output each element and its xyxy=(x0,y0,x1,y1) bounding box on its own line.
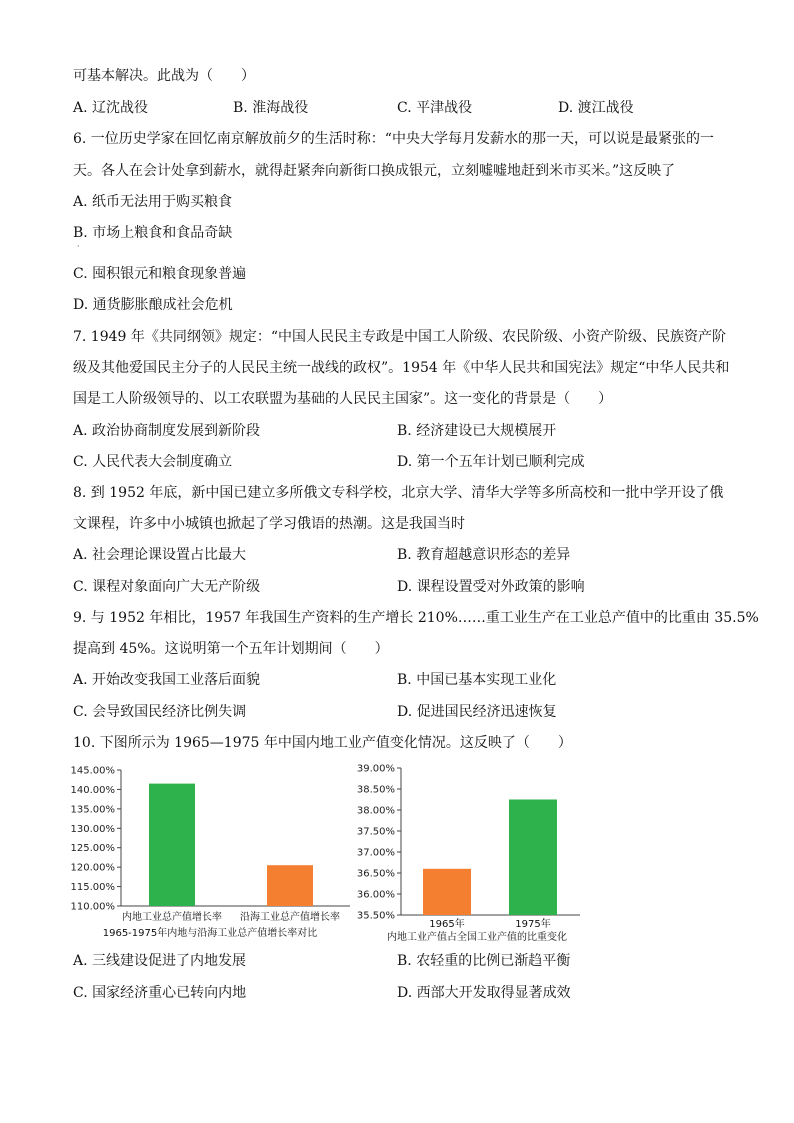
chart-0-y-tick-label: 125.00% xyxy=(70,843,115,855)
q8-option-c[interactable]: C. 课程对象面向广大无产阶级 xyxy=(73,579,261,595)
q9-stem-line-1: 9. 与 1952 年相比，1957 年我国生产资料的生产增长 210%……重工业生产在工业总产值中的比重由 35.5% xyxy=(73,610,759,626)
q7-option-b[interactable]: B. 经济建设已大规模展开 xyxy=(397,423,557,439)
q7-option-c[interactable]: C. 人民代表大会制度确立 xyxy=(73,454,233,470)
q10-option-b[interactable]: B. 农轻重的比例已渐趋平衡 xyxy=(397,953,571,969)
stray-dot: · xyxy=(77,242,80,251)
q10-option-c[interactable]: C. 国家经济重心已转向内地 xyxy=(73,985,247,1001)
chart-1-bar xyxy=(423,869,471,915)
q5-tail: 可基本解决。此战为（ ） xyxy=(73,68,255,84)
q6-option-c[interactable]: C. 囤积银元和粮食现象普遍 xyxy=(73,266,247,282)
q6-stem-line-2: 天。各人在会计处拿到薪水，就得赶紧奔向新街口换成银元，立刻嘘嘘地赶到米市买米。”这反映了 xyxy=(73,163,676,179)
q5-option-c[interactable]: C. 平津战役 xyxy=(397,100,473,116)
chart-1-y-tick-label: 36.00% xyxy=(356,889,395,901)
chart-0-y-tick-label: 140.00% xyxy=(70,784,115,796)
chart-growth-title: 1965-1975年内地与沿海工业总产值增长率对比 xyxy=(102,928,318,939)
chart-1-y-tick-label: 37.00% xyxy=(356,847,395,859)
q8-stem-line-2: 文课程，许多中小城镇也掀起了学习俄语的热潮。这是我国当时 xyxy=(73,516,465,532)
q9-option-c[interactable]: C. 会导致国民经济比例失调 xyxy=(73,704,247,720)
chart-0-category-label: 内地工业总产值增长率 xyxy=(122,912,222,923)
chart-1-y-tick-label: 37.50% xyxy=(356,826,395,838)
chart-0-y-tick-label: 135.00% xyxy=(70,804,115,816)
q8-option-b[interactable]: B. 教育超越意识形态的差异 xyxy=(397,547,571,563)
chart-1-y-tick-label: 36.50% xyxy=(356,868,395,880)
q9-option-b[interactable]: B. 中国已基本实现工业化 xyxy=(397,672,557,688)
chart-1-category-label: 1975年 xyxy=(515,919,551,930)
q6-option-b[interactable]: B. 市场上粮食和食品奇缺 xyxy=(73,225,233,241)
chart-0-y-tick-label: 130.00% xyxy=(70,823,115,835)
chart-growth-rate xyxy=(60,758,360,948)
q5-option-d[interactable]: D. 渡江战役 xyxy=(558,100,634,116)
chart-1-y-tick-label: 38.50% xyxy=(356,784,395,796)
chart-share-change xyxy=(340,758,600,948)
q7-option-a[interactable]: A. 政治协商制度发展到新阶段 xyxy=(73,423,261,439)
q7-option-d[interactable]: D. 第一个五年计划已顺利完成 xyxy=(397,454,585,470)
chart-1-y-tick-label: 38.00% xyxy=(356,805,395,817)
q10-stem-line-1: 10. 下图所示为 1965—1975 年中国内地工业产值变化情况。这反映了（ ） xyxy=(73,735,572,751)
chart-0-y-tick-label: 115.00% xyxy=(70,882,115,894)
q8-option-a[interactable]: A. 社会理论课设置占比最大 xyxy=(73,547,247,563)
chart-share-title: 内地工业产值占全国工业产值的比重变化 xyxy=(387,932,567,943)
q6-stem-line-1: 6. 一位历史学家在回忆南京解放前夕的生活时称：“中央大学每月发薪水的那一天，可以说是最紧张的一 xyxy=(73,131,714,147)
q7-stem-line-3: 国是工人阶级领导的、以工农联盟为基础的人民民主国家”。这一变化的背景是（ ） xyxy=(73,391,613,407)
chart-1-y-tick-label: 39.00% xyxy=(356,763,395,775)
chart-0-y-tick-label: 145.00% xyxy=(70,765,115,777)
q7-stem-line-1: 7. 1949 年《共同纲领》规定：“中国人民民主专政是中国工人阶级、农民阶级、小资产阶级、民族资产阶 xyxy=(73,329,727,345)
q6-option-d[interactable]: D. 通货膨胀酿成社会危机 xyxy=(73,297,233,313)
q5-option-b[interactable]: B. 淮海战役 xyxy=(233,100,309,116)
q9-option-a[interactable]: A. 开始改变我国工业落后面貌 xyxy=(73,672,261,688)
q8-option-d[interactable]: D. 课程设置受对外政策的影响 xyxy=(397,579,585,595)
q5-option-a[interactable]: A. 辽沈战役 xyxy=(73,100,149,116)
chart-1-bar xyxy=(509,800,557,916)
q9-stem-line-2: 提高到 45%。这说明第一个五年计划期间（ ） xyxy=(73,641,389,657)
q10-option-d[interactable]: D. 西部大开发取得显著成效 xyxy=(397,985,571,1001)
q7-stem-line-2: 级及其他爱国民主分子的人民民主统一战线的政权”。1954 年《中华人民共和国宪法》规定“中华人民共和 xyxy=(73,360,730,376)
chart-1-category-label: 1965年 xyxy=(429,919,465,930)
q8-stem-line-1: 8. 到 1952 年底，新中国已建立多所俄文专科学校，北京大学、清华大学等多所高校和一批中学开设了俄 xyxy=(73,485,724,501)
chart-0-bar xyxy=(267,865,313,906)
chart-0-bar xyxy=(149,784,195,906)
chart-0-y-tick-label: 120.00% xyxy=(70,862,115,874)
chart-0-category-label: 沿海工业总产值增长率 xyxy=(240,912,340,923)
q10-option-a[interactable]: A. 三线建设促进了内地发展 xyxy=(73,953,247,969)
chart-1-y-tick-label: 35.50% xyxy=(356,910,395,922)
chart-0-y-tick-label: 110.00% xyxy=(70,901,115,913)
q6-option-a[interactable]: A. 纸币无法用于购买粮食 xyxy=(73,194,233,210)
q9-option-d[interactable]: D. 促进国民经济迅速恢复 xyxy=(397,704,557,720)
